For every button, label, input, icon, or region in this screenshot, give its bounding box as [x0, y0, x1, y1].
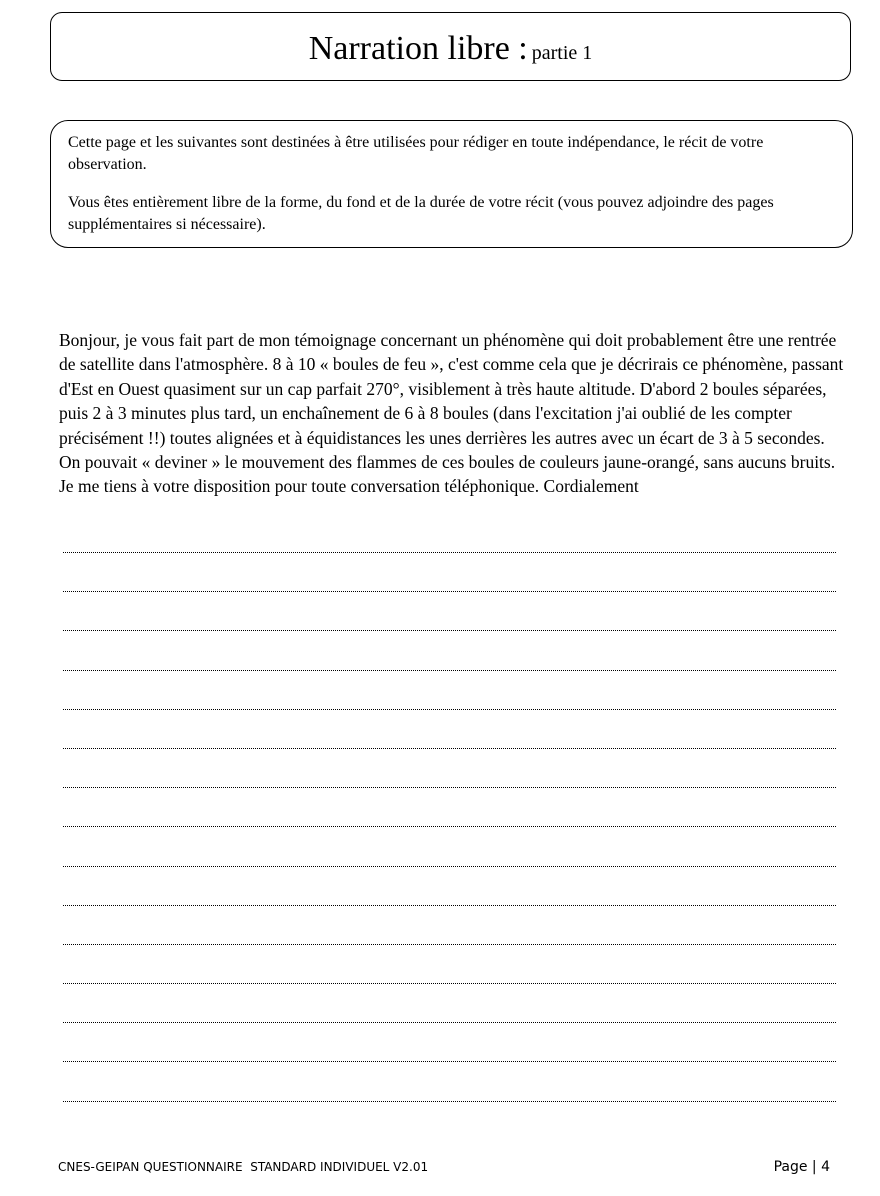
instructions-box: [50, 120, 853, 248]
footer-page-number: Page | 4: [773, 1159, 830, 1175]
writing-line: [63, 902, 836, 941]
instructions-paragraph-2: Vous êtes entièrement libre de la forme, du fond et de la durée de votre récit (vous pouvez adjoindre des pages supplémentaires si nécessaire).: [68, 194, 774, 233]
instructions-paragraph-1: Cette page et les suivantes sont destinées à être utilisées pour rédiger en toute indépendance, le récit de votre observation.: [68, 134, 764, 173]
title-line: [51, 29, 850, 75]
writing-line: [63, 980, 836, 1019]
narrative-text: Bonjour, je vous fait part de mon témoignage concernant un phénomène qui doit probablement être une rentrée de satellite dans l'atmosphère. 8 à 10 « boules de feu », c'est comme cela que je décrirais ce phénomène, passant d'Est en Ouest quasiment sur un cap parfait 270°, visiblement à très haute altitude. D'abord 2 boules séparées, puis 2 à 3 minutes plus tard, un enchaînement de 6 à 8 boules (dans l'excitation j'ai oublié de les compter précisément !!) toutes alignées et à équidistances les unes derrières les autres avec un écart de 3 à 5 secondes. On pouvait « deviner » le mouvement des flammes de ces boules de couleurs jaune-orangé, sans aucuns bruits. Je me tiens à votre disposition pour toute conversation téléphonique. Cordialement: [59, 330, 844, 497]
writing-line: [63, 745, 836, 784]
writing-line: [63, 706, 836, 745]
writing-line: [63, 667, 836, 706]
page-title: Narration libre :: [308, 30, 528, 67]
writing-line: [63, 549, 836, 588]
writing-lines: [63, 549, 836, 1137]
writing-line: [63, 627, 836, 666]
writing-line: [63, 823, 836, 862]
footer-document-id: CNES-GEIPAN QUESTIONNAIRE STANDARD INDIVIDUEL V2.01: [58, 1160, 429, 1174]
writing-line: [63, 1098, 836, 1137]
writing-line: [63, 941, 836, 980]
writing-line: [63, 1019, 836, 1058]
writing-line: [63, 784, 836, 823]
writing-line: [63, 863, 836, 902]
title-box: [50, 12, 851, 81]
writing-line: [63, 1058, 836, 1097]
page-subtitle: partie 1: [531, 42, 593, 64]
writing-line: [63, 588, 836, 627]
